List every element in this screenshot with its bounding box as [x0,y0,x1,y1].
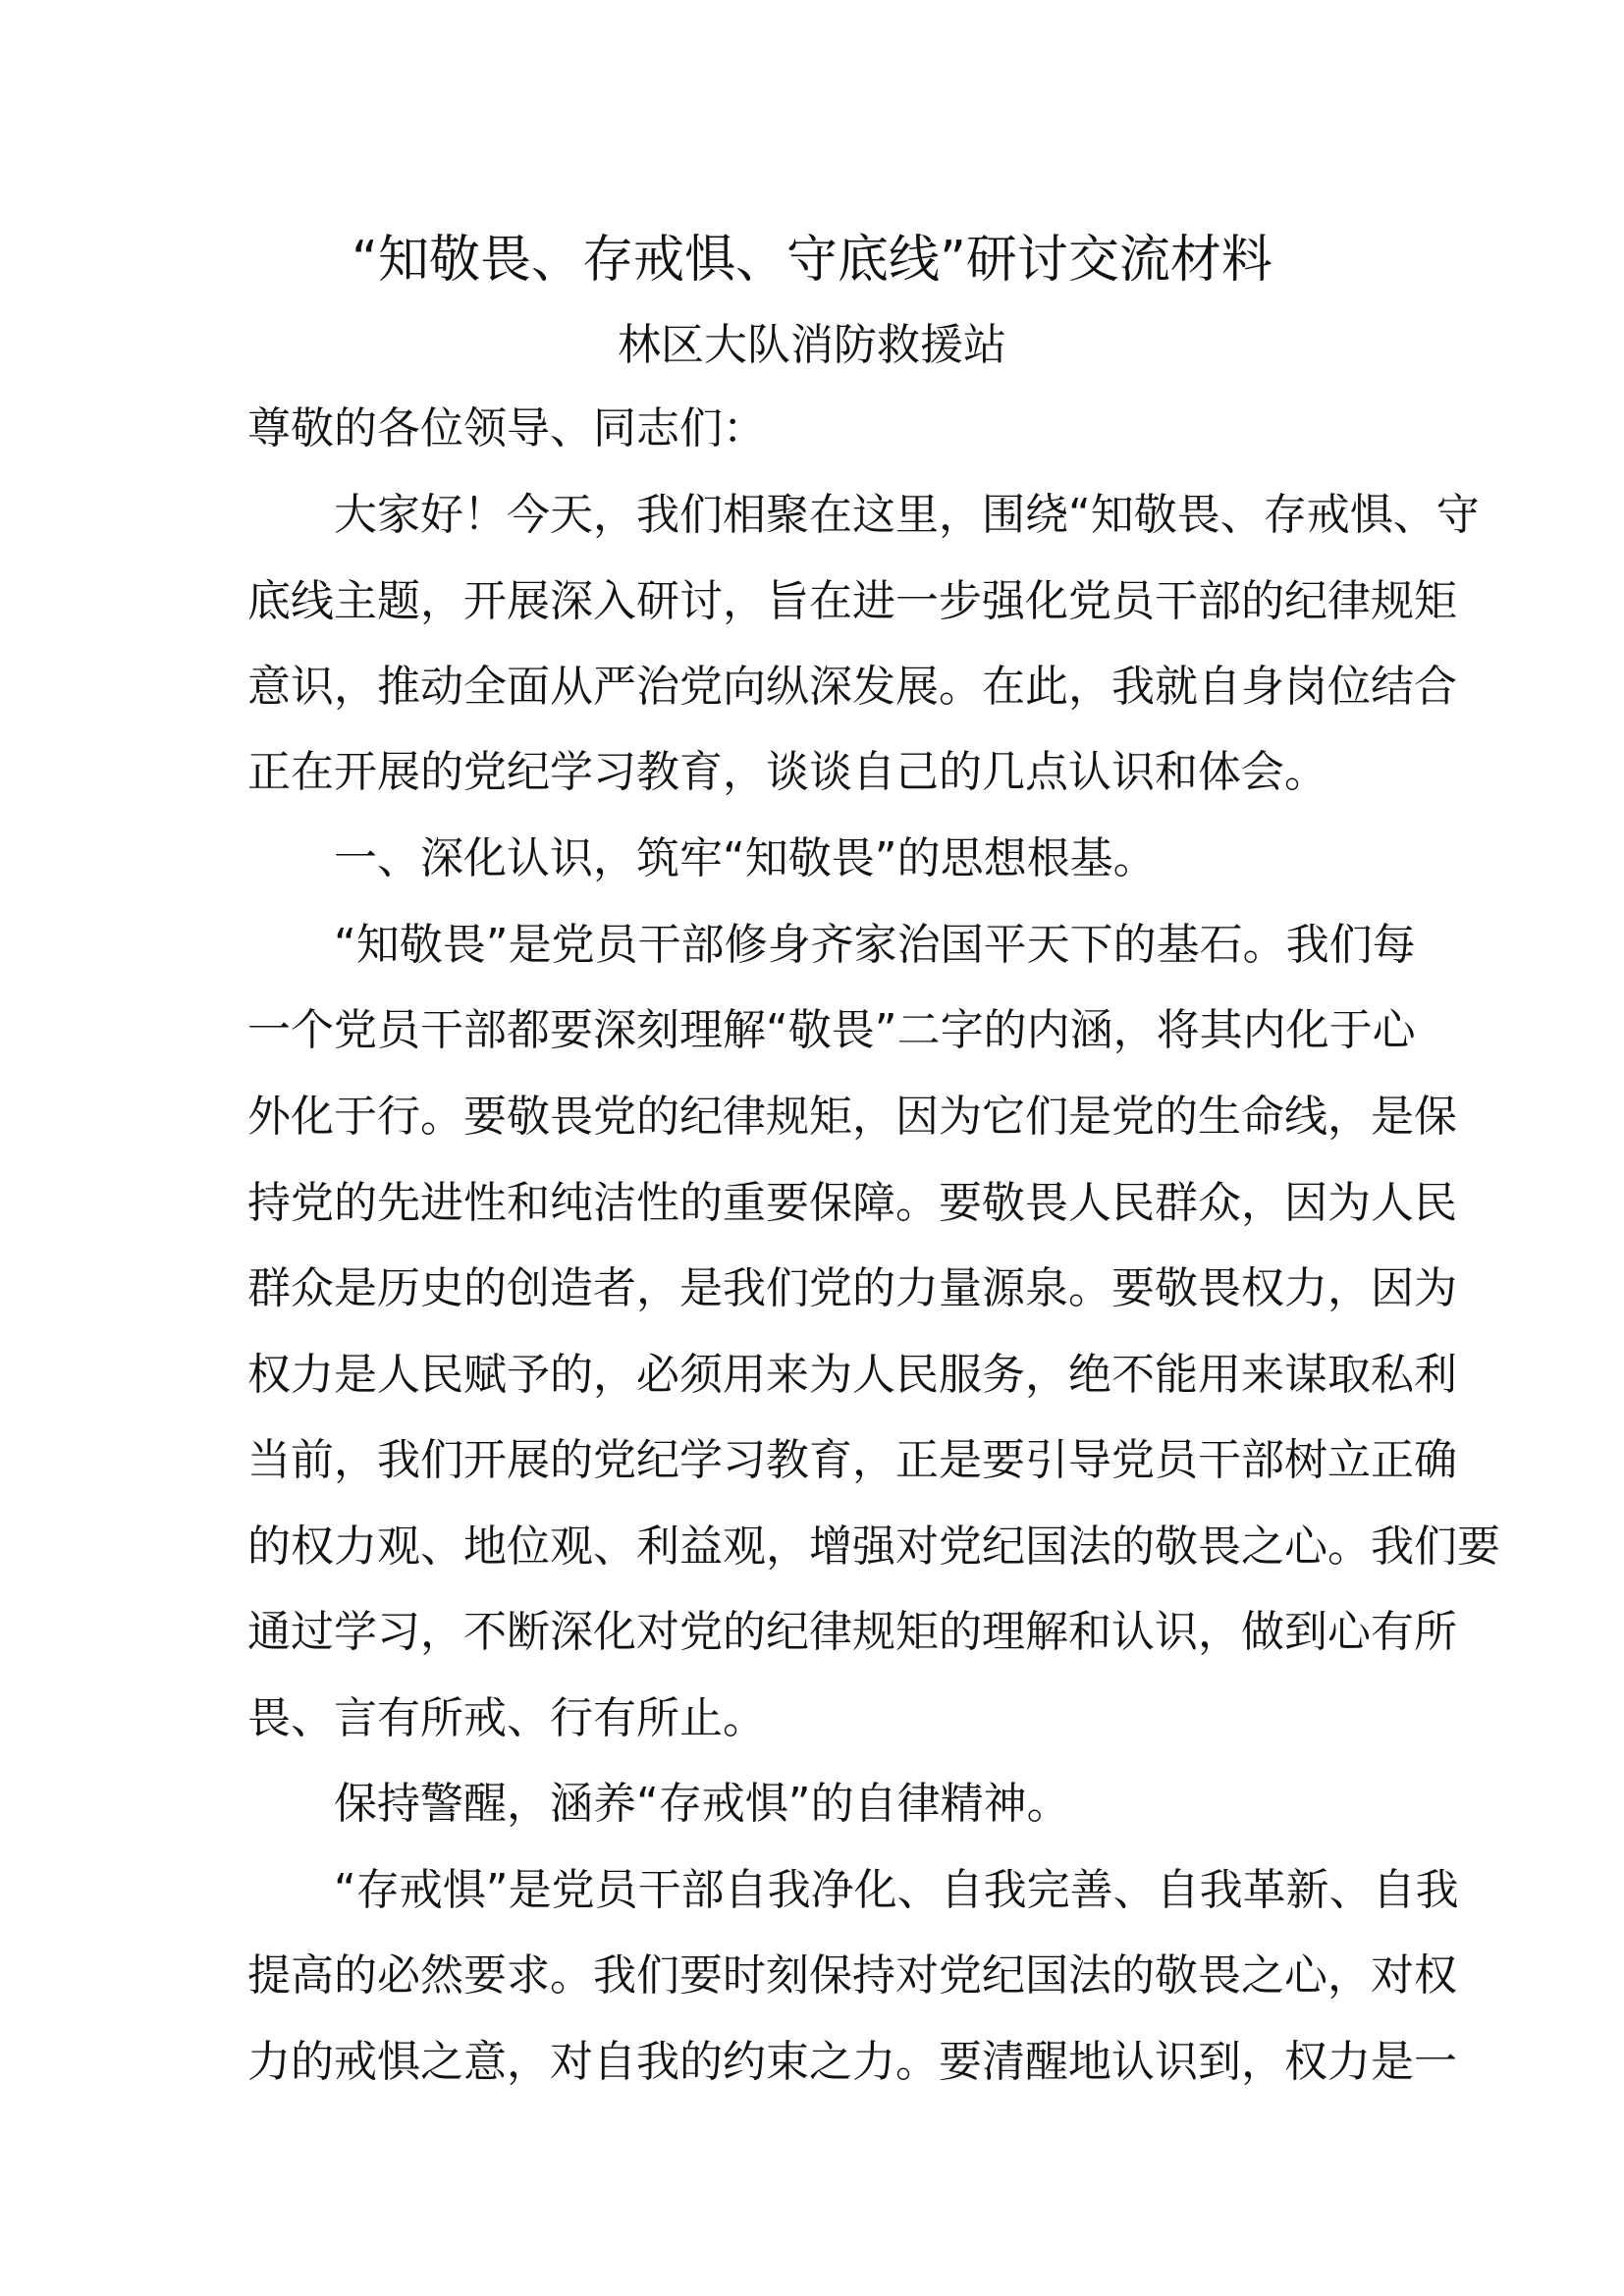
body-line: 通过学习，不断深化对党的纪律规矩的理解和认识，做到心有所 [247,1607,1457,1657]
document-title: “知敬畏、存戒惧、守底线”研讨交流材料 [352,231,1272,290]
body-line: “存戒惧”是党员干部自我净化、自我完善、自我革新、自我 [334,1865,1459,1915]
body-line: 一个党员干部都要深刻理解“敬畏”二字的内涵，将其内化于心 [247,1005,1416,1055]
section-heading: 保持警醒，涵养“存戒惧”的自律精神。 [334,1779,1070,1829]
body-line: 权力是人民赋予的，必须用来为人民服务，绝不能用来谋取私利 [247,1350,1457,1400]
body-line: 正在开展的党纪学习教育，谈谈自己的几点认识和体会。 [247,747,1327,797]
body-line: 大家好！今天，我们相聚在这里，围绕“知敬畏、存戒惧、守 [334,490,1480,540]
body-line: 当前，我们开展的党纪学习教育，正是要引导党员干部树立正确 [247,1435,1457,1485]
body-line: 群众是历史的创造者，是我们党的力量源泉。要敬畏权力，因为 [247,1263,1457,1313]
body-line: 底线主题，开展深入研讨，旨在进一步强化党员干部的纪律规矩 [247,576,1457,626]
body-line: 力的戒惧之意，对自我的约束之力。要清醒地认识到，权力是一 [247,2037,1457,2087]
greeting: 尊敬的各位领导、同志们： [247,403,766,454]
body-line: 意识，推动全面从严治党向纵深发展。在此，我就自身岗位结合 [247,662,1457,712]
body-line: 畏、言有所戒、行有所止。 [247,1693,766,1743]
body-line: “知敬畏”是党员干部修身齐家治国平天下的基石。我们每 [334,920,1416,970]
document-subtitle: 林区大队消防救援站 [618,320,1006,370]
section-heading: 一、深化认识，筑牢“知敬畏”的思想根基。 [334,833,1157,883]
body-line: 的权力观、地位观、利益观，增强对党纪国法的敬畏之心。我们要 [247,1522,1500,1572]
body-line: 外化于行。要敬畏党的纪律规矩，因为它们是党的生命线，是保 [247,1092,1457,1142]
body-line: 提高的必然要求。我们要时刻保持对党纪国法的敬畏之心，对权 [247,1950,1457,2001]
body-line: 持党的先进性和纯洁性的重要保障。要敬畏人民群众，因为人民 [247,1178,1457,1228]
